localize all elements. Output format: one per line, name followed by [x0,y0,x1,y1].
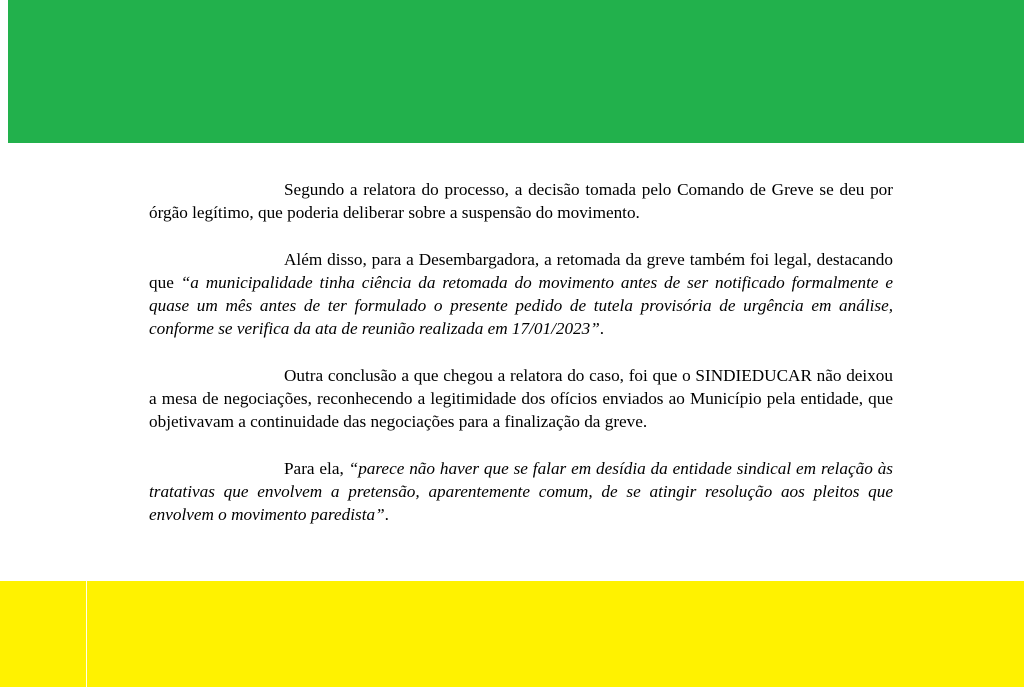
paragraph-4-tail: . [384,505,389,524]
green-header-band [8,0,1024,143]
paragraph-3-text: Outra conclusão a que chegou a relatora do caso, foi que o SINDIEDUCAR não deixou a mesa de negociações, reconhecendo a legitimidade dos ofícios enviados ao Município pela entidade, que objetivavam a continuidade das negociações para a finalização da greve. [149,366,893,431]
paragraph-2 [149,248,893,340]
paragraph-4 [149,457,893,526]
paragraph-4-lead: Para ela, [284,459,349,478]
paragraph-2-quote: “a municipalidade tinha ciência da retomada do movimento antes de ser notificado formalmente e quase um mês antes de ter formulado o presente pedido de tutela provisória de urgência em análise, conforme se verifica da ata de reunião realizada em 17/01/2023” [149,273,893,338]
paragraph-1-text: Segundo a relatora do processo, a decisão tomada pelo Comando de Greve se deu por órgão legítimo, que poderia deliberar sobre a suspensão do movimento. [149,180,893,222]
paragraph-4-quote: “parece não haver que se falar em desídia da entidade sindical em relação às tratativas que envolvem a pretensão, aparentemente comum, de se atingir resolução aos pleitos que envolvem o movimento paredista” [149,459,893,524]
paragraph-2-lead: Além disso, para a Desembargadora, a retomada da greve também foi legal, destacando que [149,250,893,292]
footer-seam-line [86,581,87,687]
paragraph-1 [149,178,893,224]
yellow-footer-band [0,581,1024,687]
paragraph-2-tail: . [599,319,605,338]
paragraph-3 [149,364,893,433]
article-body [149,178,893,550]
